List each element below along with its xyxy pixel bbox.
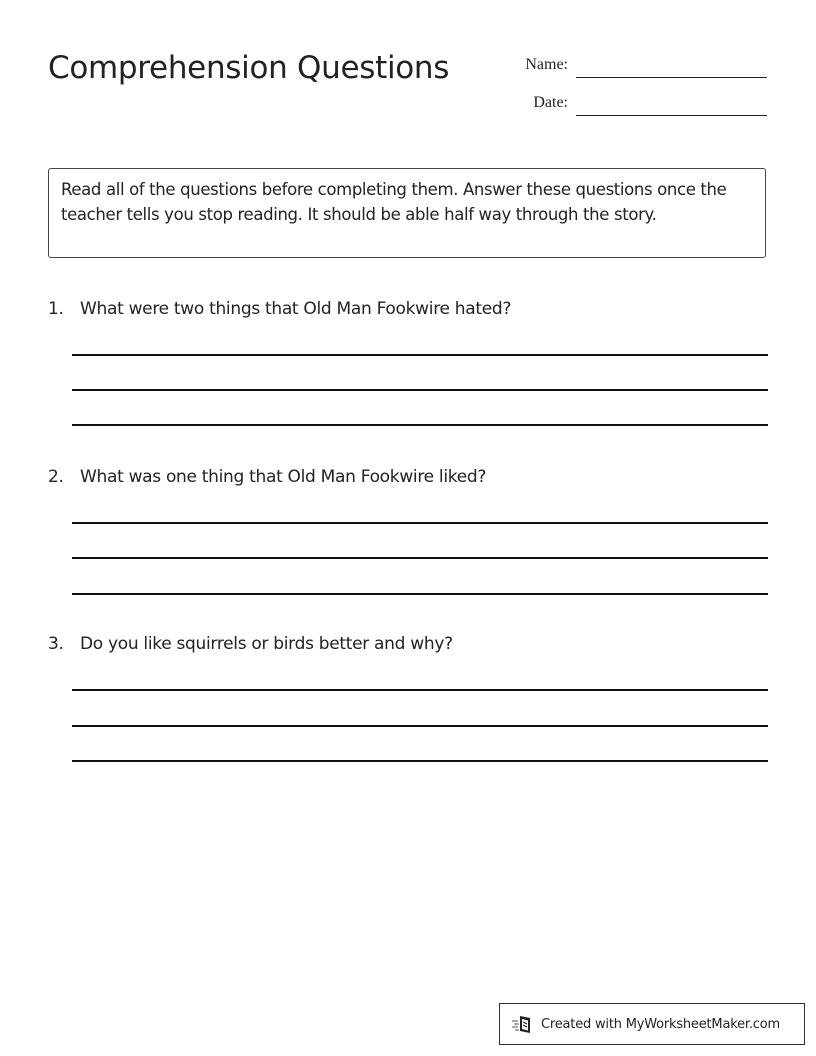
- question-number: 2.: [48, 467, 64, 487]
- answer-line[interactable]: [72, 689, 768, 691]
- footer-credit-text: Created with MyWorksheetMaker.com: [541, 1016, 780, 1032]
- instructions-box: Read all of the questions before completing them. Answer these questions once the teacher tells you stop reading. It should be able half way through the story.: [48, 168, 766, 258]
- answer-line[interactable]: [72, 725, 768, 727]
- footer-credit-badge[interactable]: [499, 1003, 805, 1045]
- date-field[interactable]: [508, 94, 767, 112]
- name-label: Name:: [525, 56, 568, 73]
- answer-line[interactable]: [72, 354, 768, 356]
- question-number: 3.: [48, 634, 64, 654]
- answer-line[interactable]: [72, 389, 768, 391]
- name-field[interactable]: [508, 56, 767, 74]
- answer-line[interactable]: [72, 760, 768, 762]
- page-title: Comprehension Questions: [48, 50, 450, 86]
- question-number: 1.: [48, 299, 64, 319]
- name-line[interactable]: [576, 77, 767, 78]
- question-text: What was one thing that Old Man Fookwire liked?: [80, 467, 487, 487]
- question-2: [48, 466, 768, 488]
- question-3: [48, 633, 768, 655]
- question-1: [48, 298, 768, 320]
- answer-line[interactable]: [72, 593, 768, 595]
- date-label: Date:: [533, 94, 568, 111]
- date-line[interactable]: [576, 115, 767, 116]
- question-text: What were two things that Old Man Fookwire hated?: [80, 299, 512, 319]
- answer-line[interactable]: [72, 424, 768, 426]
- worksheet-maker-logo-icon: [511, 1012, 535, 1036]
- answer-line[interactable]: [72, 557, 768, 559]
- answer-line[interactable]: [72, 522, 768, 524]
- question-text: Do you like squirrels or birds better and why?: [80, 634, 453, 654]
